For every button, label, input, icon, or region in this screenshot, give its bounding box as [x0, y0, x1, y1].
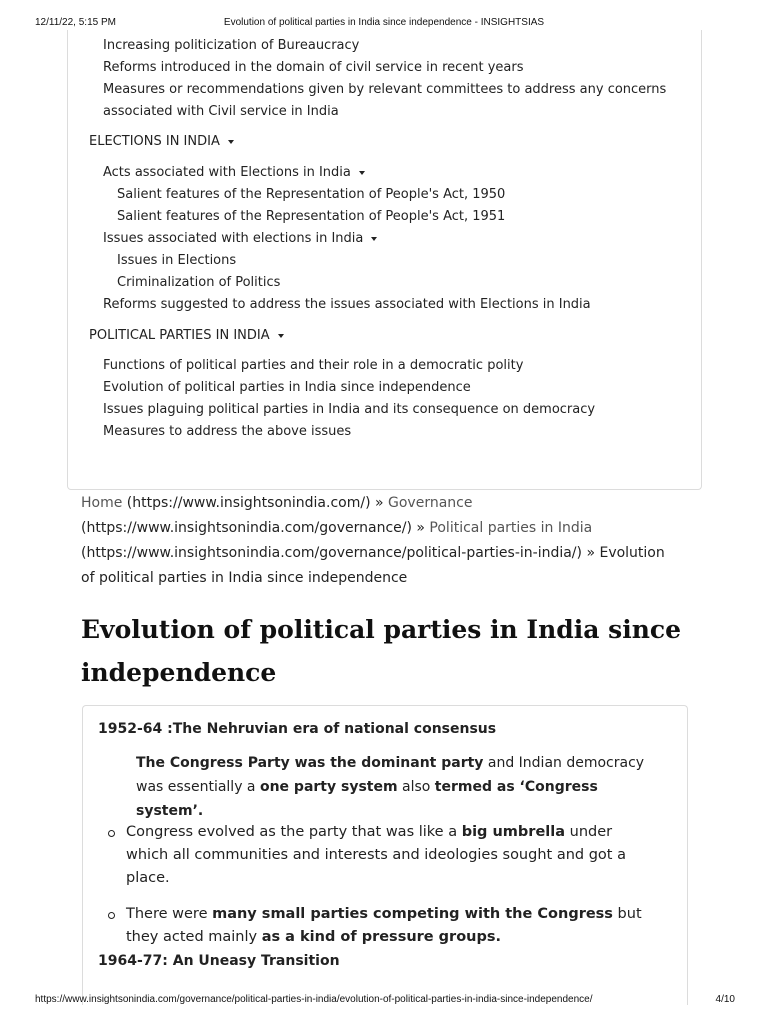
- breadcrumb-url: (https://www.insightsonindia.com/governance/political-parties-in-india/): [81, 545, 582, 561]
- print-url: https://www.insightsonindia.com/governance/political-parties-in-india/evolution-of-political-parties-in-india-since-independence/: [35, 994, 593, 1005]
- print-page-title: Evolution of political parties in India since independence - INSIGHTSIAS: [223, 17, 545, 28]
- toc-item[interactable]: Salient features of the Representation of People's Act, 1950: [117, 187, 506, 202]
- toc-item-label: Acts associated with Elections in India: [103, 165, 351, 180]
- breadcrumb-home-link[interactable]: Home: [81, 495, 123, 511]
- breadcrumb-political-parties-link[interactable]: Political parties in India: [429, 520, 593, 536]
- toc-item[interactable]: associated with Civil service in India: [103, 104, 339, 119]
- toc-item[interactable]: Issues plaguing political parties in India and its consequence on democracy: [103, 402, 596, 417]
- print-datetime: 12/11/22, 5:15 PM: [35, 17, 116, 28]
- text: and Indian democracy was essentially a: [136, 755, 645, 795]
- toc-section-elections[interactable]: [89, 133, 234, 151]
- toc-item-issues[interactable]: [103, 230, 377, 248]
- breadcrumb-separator: »: [582, 545, 600, 561]
- table-of-contents: [67, 30, 702, 490]
- toc-item[interactable]: Increasing politicization of Bureaucracy: [103, 38, 360, 53]
- text: There were: [126, 906, 213, 922]
- print-page-number: 4/10: [715, 994, 735, 1005]
- toc-item[interactable]: Evolution of political parties in India since independence: [103, 380, 471, 395]
- bold-text: big umbrella: [461, 824, 566, 840]
- caret-down-icon[interactable]: [359, 171, 365, 175]
- toc-item-acts[interactable]: [103, 164, 365, 182]
- toc-section-label: POLITICAL PARTIES IN INDIA: [89, 328, 270, 343]
- list-item: [83, 903, 646, 949]
- breadcrumb-governance-link[interactable]: Governance: [388, 495, 473, 511]
- breadcrumb-separator: »: [411, 520, 430, 536]
- toc-item[interactable]: Salient features of the Representation of People's Act, 1951: [117, 209, 506, 224]
- list-item: [83, 821, 646, 890]
- toc-item[interactable]: Issues in Elections: [117, 253, 237, 268]
- bold-text: many small parties competing with the Congress: [212, 906, 613, 922]
- bold-text: one party system: [259, 779, 398, 795]
- print-footer: [0, 994, 768, 1008]
- caret-down-icon[interactable]: [278, 334, 284, 338]
- page-title: Evolution of political parties in India since independence: [81, 615, 682, 687]
- bold-text: The Congress Party was the dominant party: [136, 755, 484, 771]
- breadcrumb-separator: »: [370, 495, 389, 511]
- toc-section-label: ELECTIONS IN INDIA: [89, 134, 220, 149]
- print-header: [0, 17, 768, 31]
- breadcrumb-current: Evolution of political parties in India since independence: [81, 545, 665, 586]
- toc-section-political-parties[interactable]: [89, 327, 284, 345]
- toc-item[interactable]: Measures to address the above issues: [103, 424, 352, 439]
- toc-item-label: Issues associated with elections in India: [103, 231, 364, 246]
- toc-item[interactable]: Measures or recommendations given by relevant committees to address any concerns: [103, 82, 667, 97]
- text: under which all communities and interests and ideologies sought and got a place.: [126, 824, 626, 886]
- breadcrumb-url: (https://www.insightsonindia.com/governance/): [81, 520, 412, 536]
- toc-item[interactable]: Criminalization of Politics: [117, 275, 281, 290]
- text: but they acted mainly: [126, 906, 642, 945]
- section-heading: 1964-77: An Uneasy Transition: [98, 953, 340, 969]
- bold-text: termed as ‘Congress system’.: [136, 779, 598, 819]
- article-content: [82, 705, 688, 1005]
- breadcrumb-url: (https://www.insightsonindia.com/): [126, 495, 371, 511]
- toc-item[interactable]: Reforms suggested to address the issues associated with Elections in India: [103, 297, 591, 312]
- caret-down-icon[interactable]: [371, 237, 377, 241]
- caret-down-icon[interactable]: [228, 140, 234, 144]
- text: also: [397, 779, 435, 795]
- toc-item[interactable]: Functions of political parties and their role in a democratic polity: [103, 358, 524, 373]
- text: Congress evolved as the party that was like a: [126, 824, 462, 840]
- bold-text: as a kind of pressure groups.: [261, 929, 502, 945]
- breadcrumb: [81, 491, 681, 591]
- toc-item[interactable]: Reforms introduced in the domain of civil service in recent years: [103, 60, 524, 75]
- summary-paragraph: [136, 751, 656, 823]
- section-heading: 1952-64 :The Nehruvian era of national consensus: [98, 721, 497, 737]
- bullet-list: [83, 821, 683, 962]
